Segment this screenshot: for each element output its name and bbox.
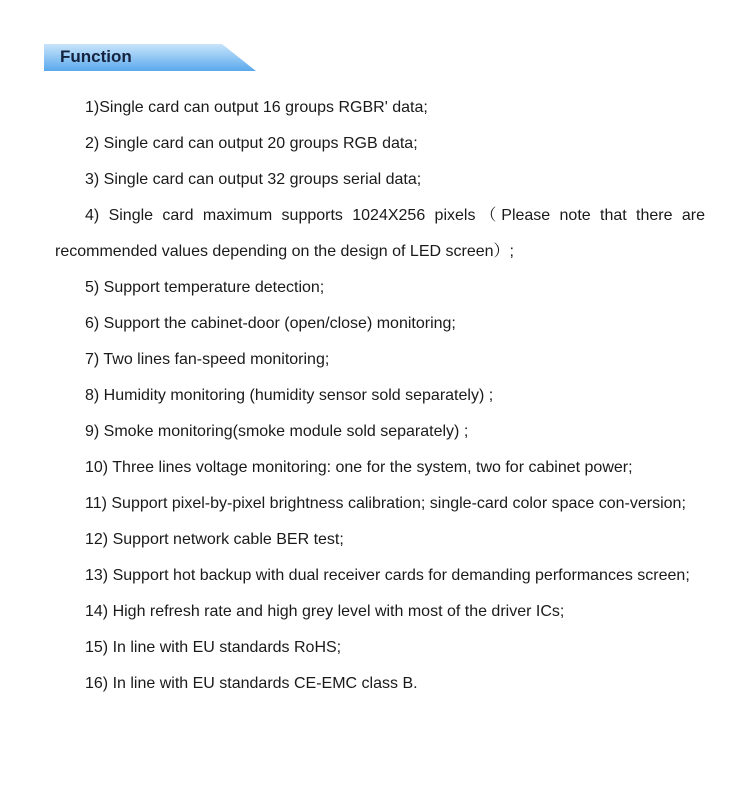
function-item-9: 9) Smoke monitoring(smoke module sold separately) ;: [85, 423, 469, 440]
function-item-1: 1)Single card can output 16 groups RGBR' data;: [85, 99, 428, 116]
function-item-15: 15) In line with EU standards RoHS;: [85, 639, 342, 656]
function-item-11: 11) Support pixel-by-pixel brightness calibration; single-card color space con-version;: [85, 495, 686, 512]
function-item-16: 16) In line with EU standards CE-EMC class B.: [85, 675, 418, 692]
function-item-12: 12) Support network cable BER test;: [85, 531, 344, 548]
function-item-4: 4) Single card maximum supports 1024X256 pixels（Please note that there are recommended values depending on the design of LED screen）;: [55, 207, 705, 260]
function-item-10: 10) Three lines voltage monitoring: one for the system, two for cabinet power;: [85, 459, 633, 476]
section-title: Function: [60, 47, 132, 66]
function-item-14: 14) High refresh rate and high grey level with most of the driver ICs;: [85, 603, 565, 620]
function-item-13: 13) Support hot backup with dual receiver cards for demanding performances screen;: [85, 567, 690, 584]
function-item-7: 7) Two lines fan-speed monitoring;: [85, 351, 330, 368]
function-item-8: 8) Humidity monitoring (humidity sensor sold separately) ;: [85, 387, 494, 404]
function-item-2: 2) Single card can output 20 groups RGB data;: [85, 135, 418, 152]
section-header: [44, 44, 256, 71]
function-item-3: 3) Single card can output 32 groups serial data;: [85, 171, 422, 188]
function-item-5: 5) Support temperature detection;: [85, 279, 325, 296]
function-item-6: 6) Support the cabinet-door (open/close) monitoring;: [85, 315, 456, 332]
function-list: [55, 90, 705, 702]
